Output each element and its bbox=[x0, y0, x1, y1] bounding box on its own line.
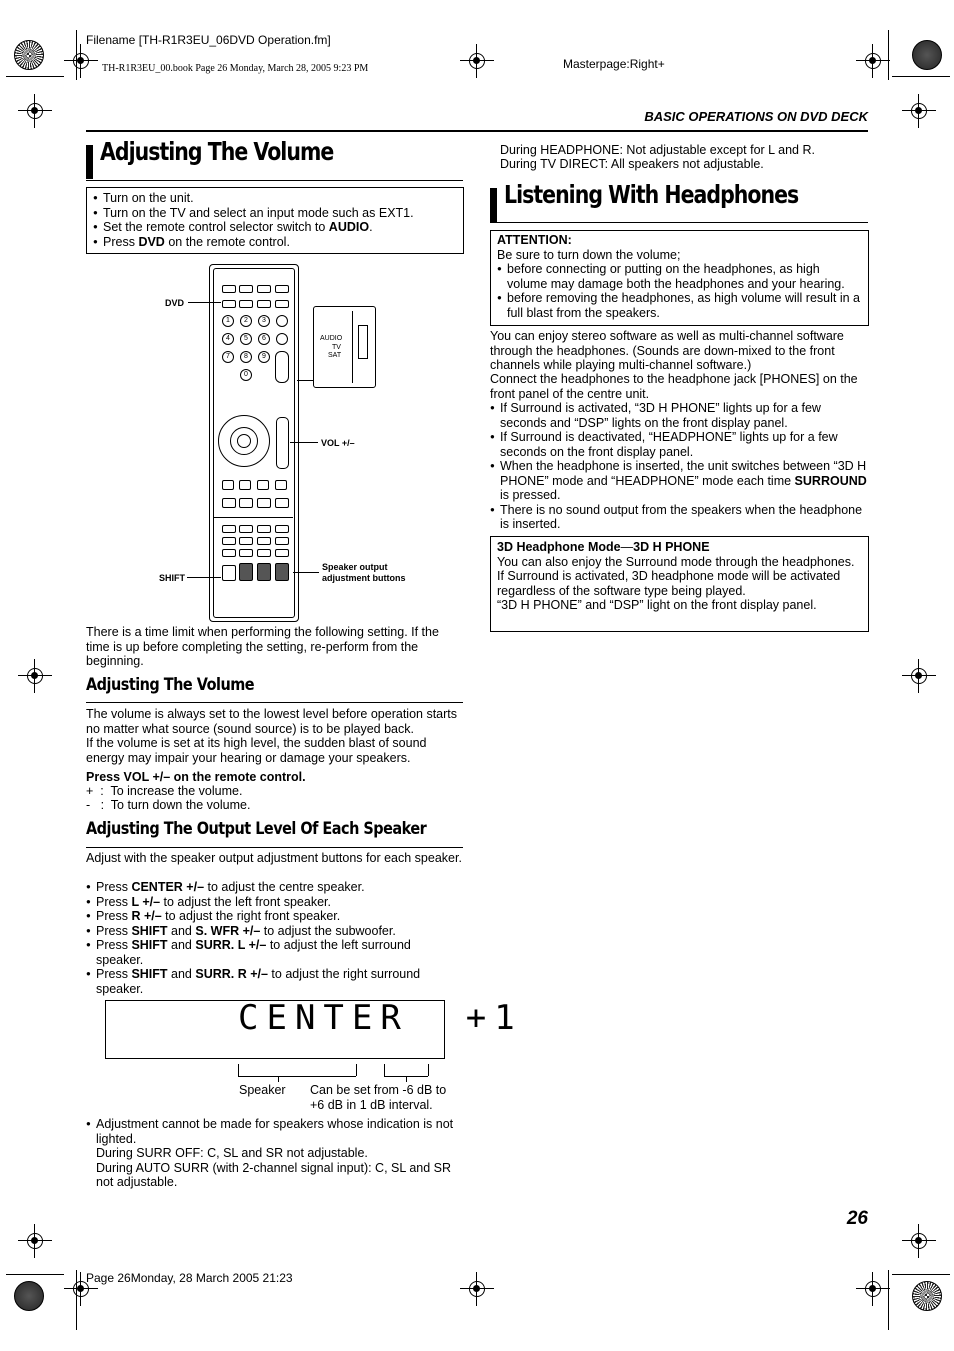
adjustment-notes bbox=[86, 1117, 464, 1190]
dvd-button-icon bbox=[222, 300, 236, 308]
crop-line bbox=[888, 30, 889, 80]
crosshair-icon bbox=[22, 663, 48, 689]
volume-button-icon bbox=[276, 417, 289, 469]
list-item: ● Press SHIFT and S. WFR +/– to adjust the subwoofer. bbox=[86, 924, 431, 939]
remote-label-dvd: DVD bbox=[165, 298, 185, 308]
crosshair-icon bbox=[906, 98, 932, 124]
registration-disc-icon bbox=[912, 40, 942, 70]
crop-line bbox=[6, 1274, 64, 1275]
volume-minus-line: - : To turn down the volume. bbox=[86, 798, 251, 812]
list-item: ● Press SHIFT and SURR. L +/– to adjust the left surround speaker. bbox=[86, 938, 431, 967]
crop-line bbox=[892, 76, 950, 77]
list-item: ● If Surround is activated, “3D H PHONE” lights up for a few seconds and “DSP” lights on the front display panel. bbox=[490, 401, 870, 430]
masterpage-label: Masterpage:Right+ bbox=[563, 57, 665, 71]
preparation-box bbox=[86, 187, 464, 254]
section-header: BASIC OPERATIONS ON DVD DECK bbox=[644, 109, 868, 124]
list-item: ● There is no sound output from the speakers when the headphone is inserted. bbox=[490, 503, 870, 532]
header-rule bbox=[86, 130, 868, 132]
speaker-instruction-list bbox=[86, 880, 431, 996]
crosshair-icon bbox=[22, 98, 48, 124]
time-limit-note: There is a time limit when performing the following setting. If the time is up before completing the setting, re-perform from the beginning. bbox=[86, 625, 439, 668]
crosshair-icon bbox=[860, 48, 886, 74]
headphones-title: Listening With Headphones bbox=[504, 180, 799, 209]
subsection-title-speaker: Adjusting The Output Level Of Each Speaker bbox=[86, 819, 427, 839]
registration-disc-icon bbox=[14, 40, 44, 70]
footer-page-line: Page 26Monday, 28 March 2005 21:23 bbox=[86, 1271, 293, 1285]
title-rule bbox=[86, 180, 463, 181]
crosshair-icon bbox=[906, 1228, 932, 1254]
remote-label-shift: SHIFT bbox=[159, 573, 185, 583]
crosshair-icon bbox=[464, 1276, 490, 1302]
prep-item: ● Set the remote control selector switch to AUDIO. bbox=[93, 220, 457, 235]
list-item: ● Adjustment cannot be made for speakers whose indication is not lighted. During SURR OFF: C, SL and SR not adjustable. During AUTO SURR (with 2-channel signal input): C, SL and SR not adjustable. bbox=[86, 1117, 464, 1190]
remote-control-illustration: 1 2 3 4 5 6 7 8 9 0 bbox=[209, 264, 299, 622]
crop-line bbox=[888, 1270, 889, 1330]
list-item: ● When the headphone is inserted, the unit switches between “3D H PHONE” mode and “HEADPHONE” mode each time SURROUND is pressed. bbox=[490, 459, 870, 503]
prep-item: ● Turn on the unit. bbox=[93, 191, 457, 206]
display-readout: CENTER +1 bbox=[238, 998, 523, 1038]
prep-item: ● Press DVD on the remote control. bbox=[93, 235, 457, 250]
crop-line bbox=[6, 76, 64, 77]
list-item: ● before removing the headphones, as high volume will result in a full blast from the speakers. bbox=[497, 291, 862, 320]
switch-label-audio: AUDIO bbox=[320, 335, 343, 342]
filename-line: Filename [TH-R1R3EU_06DVD Operation.fm] bbox=[86, 33, 331, 47]
display-label-range: Can be set from -6 dB to +6 dB in 1 dB interval. bbox=[310, 1083, 447, 1112]
display-label-speaker: Speaker bbox=[239, 1083, 286, 1097]
crop-line bbox=[892, 1274, 950, 1275]
mode-paragraph-1: You can also enjoy the Surround mode through the headphones. bbox=[497, 554, 855, 569]
volume-instruction: Press VOL +/– on the remote control. bbox=[86, 770, 306, 784]
headphones-paragraph-1: You can enjoy stereo software as well as multi-channel software through the headphones. (Sounds are down-mixed to the front channels while playing multi-channel software.) bbox=[490, 329, 844, 372]
crosshair-icon bbox=[68, 48, 94, 74]
list-item: ● before connecting or putting on the headphones, as high volume may damage both the headphones and your hearing. bbox=[497, 262, 862, 291]
crop-line bbox=[76, 1270, 77, 1330]
mode-title: 3D Headphone Mode—3D H PHONE bbox=[497, 540, 710, 554]
page-title: Adjusting The Volume bbox=[100, 137, 334, 166]
selector-switch-inset bbox=[313, 306, 376, 388]
3d-headphone-mode-box bbox=[490, 536, 869, 632]
list-item: ● Press SHIFT and SURR. R +/– to adjust the right surround speaker. bbox=[86, 967, 431, 996]
headphones-paragraph-2: Connect the headphones to the headphone jack [PHONES] on the front panel of the centre unit. bbox=[490, 372, 858, 401]
title-bar bbox=[86, 145, 93, 179]
speaker-intro: Adjust with the speaker output adjustment buttons for each speaker. bbox=[86, 851, 462, 865]
volume-paragraph-2: If the volume is set at its high level, the sudden blast of sound energy may impair your hearing or damage your speakers. bbox=[86, 736, 427, 765]
crosshair-icon bbox=[906, 663, 932, 689]
title-bar bbox=[490, 188, 497, 222]
page-number: 26 bbox=[846, 1208, 868, 1229]
mode-paragraph-3: “3D H PHONE” and “DSP” light on the front display panel. bbox=[497, 598, 817, 612]
list-item: ● Press R +/– to adjust the right front speaker. bbox=[86, 909, 431, 924]
crosshair-icon bbox=[464, 48, 490, 74]
switch-label-sat: SAT bbox=[328, 352, 342, 359]
headphones-list bbox=[490, 401, 870, 532]
attention-box bbox=[490, 230, 869, 326]
attention-intro: Be sure to turn down the volume; bbox=[497, 247, 681, 262]
registration-disc-icon bbox=[14, 1281, 44, 1311]
list-item: ● If Surround is deactivated, “HEADPHONE” lights up for a few seconds on the front display panel. bbox=[490, 430, 870, 459]
shift-button-icon bbox=[222, 565, 236, 581]
crosshair-icon bbox=[22, 1228, 48, 1254]
mode-paragraph-2: If Surround is activated, 3D headphone mode will be activated regardless of the software type being played. bbox=[497, 569, 841, 598]
crosshair-icon bbox=[860, 1276, 886, 1302]
attention-title: ATTENTION: bbox=[497, 233, 572, 247]
prep-item: ● Turn on the TV and select an input mode such as EXT1. bbox=[93, 206, 457, 221]
list-item: ● Press CENTER +/– to adjust the centre speaker. bbox=[86, 880, 431, 895]
list-item: ● Press L +/– to adjust the left front speaker. bbox=[86, 895, 431, 910]
remote-label-vol: VOL +/– bbox=[321, 438, 355, 448]
front-display-illustration bbox=[105, 998, 523, 1059]
volume-plus-line: + : To increase the volume. bbox=[86, 784, 243, 798]
remote-label-speaker: Speaker output adjustment buttons bbox=[322, 562, 406, 583]
registration-disc-icon bbox=[912, 1281, 942, 1311]
book-line: TH-R1R3EU_00.book Page 26 Monday, March 28, 2005 9:23 PM bbox=[102, 63, 369, 74]
subsection-title-volume: Adjusting The Volume bbox=[86, 675, 255, 695]
headphone-note-2: During TV DIRECT: All speakers not adjustable. bbox=[500, 157, 764, 171]
crop-line bbox=[76, 30, 77, 80]
headphone-note-1: During HEADPHONE: Not adjustable except for L and R. bbox=[500, 143, 815, 157]
switch-label-tv: TV bbox=[332, 344, 341, 351]
volume-paragraph-1: The volume is always set to the lowest level before operation starts no matter what source (sound source) is to be played back. bbox=[86, 707, 458, 736]
